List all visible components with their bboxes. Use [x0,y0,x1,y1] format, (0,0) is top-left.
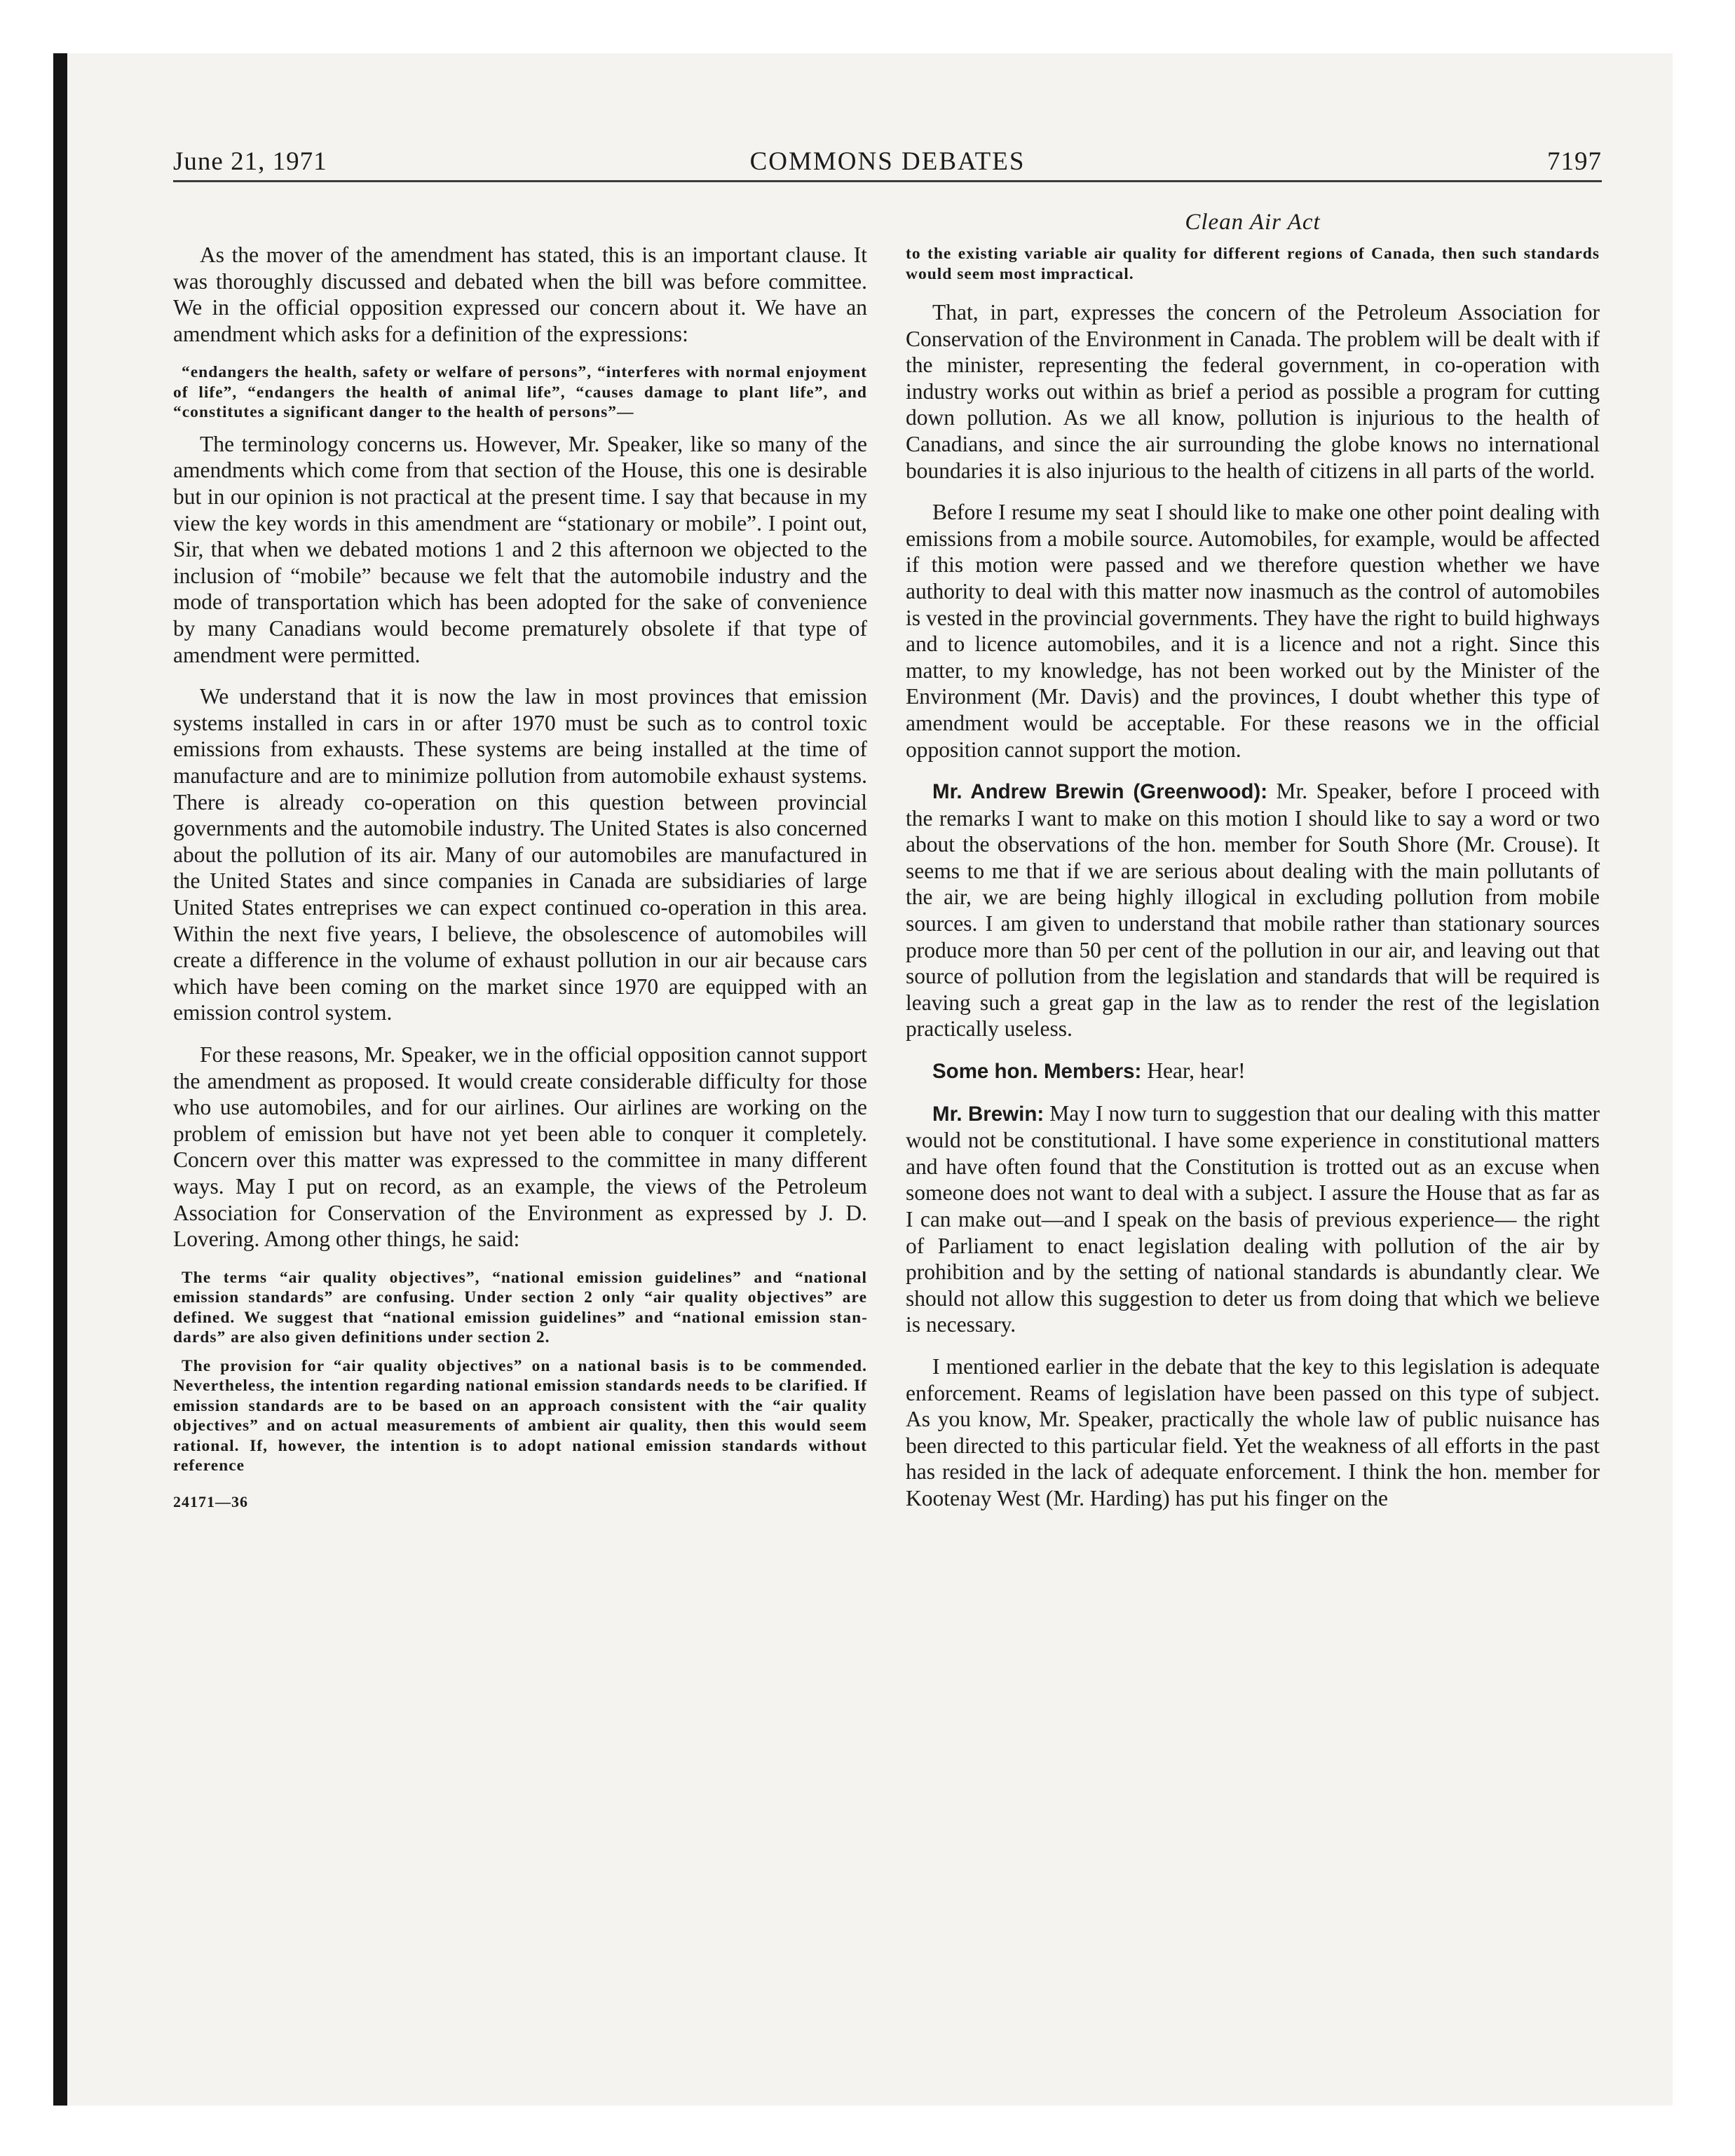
page-header [173,144,1602,182]
quotation: The provision for “air quality objectives” on a national basis is to be commended. Nevertheless, the intention regarding national emission standards needs to be clarified. If emission standards are to be based on an approach consistent with the “air quality objectives” and on actual measurements of ambient air quality, then this would seem rational. If, however, the intention is to adopt national emission standards without reference [173,1356,867,1475]
paragraph: The terminology concerns us. However, Mr. Speaker, like so many of the amendments which come from that section of the House, this one is desirable but in our opinion is not practical at the present time. I say that because in my view the key words in this amendment are “stationary or mobile”. I point out, Sir, that when we debated motions 1 and 2 this afternoon we objected to the inclusion of “mobile” because we felt that the automobile industry and the mode of transportation which has been adopted for the sake of convenience by many Canadians would become prematurely obsolete if that type of amendment were permitted. [173,431,867,667]
quotation: “endangers the health, safety or welfare of persons”, “interferes with normal enjoyment of life”, “endangers the health of animal life”, “causes damage to plant life”, and “constitutes a significant danger to the health of persons”— [173,363,867,422]
paragraph: Before I resume my seat I should like to make one other point dealing with emissions from a mobile source. Automobiles, for example, would be affected if this motion were passed and we therefore question whether we have authority to deal with this matter now inasmuch as the control of automobiles is vested in the provincial governments. They have the right to build highways and to licence automobiles, and it is a licence and not a right. Since this matter, to my knowledge, has not been worked out by the Minister of the Environment (Mr. Davis) and the provinces, I doubt whether this type of amendment would be acceptable. For these reasons we in the official opposition cannot support the motion. [906,500,1600,762]
header-title: COMMONS DEBATES [749,147,1026,176]
speech [906,1058,1600,1085]
printer-code: 24171—36 [173,1492,248,1510]
paragraph: We understand that it is now the law in most provinces that emission systems installed in cars in or after 1970 must be such as to control toxic emissions from exhausts. These systems are being installed at the time of manufacture and are to minimize pollution from automobile exhaust systems. There is already co-operation on this question between provincial governments and the automobile industry. The United States is also concerned about the pollution of its air. Many of our automobiles are manufactured in the United States and since companies in Canada are subsidiaries of large United States entreprises we can expect continued co-operation in this area. Within the next five years, I believe, the obsolescence of automobiles will create a difference in the volume of exhaust pollution in our air because cars which have been coming on the market since 1970 are equipped with an emission control system. [173,684,867,1025]
paragraph: That, in part, expresses the concern of the Petroleum Association for Conservation of the Environment in Canada. The problem will be dealt with if the minister, representing the federal government, in co-operation with industry works out within as brief a period as possible a program for cutting down pollution. As we all know, pollution is injurious to the health of Canadians, and since the air surrounding the globe knows no international boundaries it is also injurious to the health of citizens in all parts of the world. [906,300,1600,483]
paragraph: For these reasons, Mr. Speaker, we in the official opposition cannot support the amendment as proposed. It would create considerable difficulty for those who use automobiles, and for our airlines. Our airlines are working on the problem of emission but have not yet been able to conquer it completely. Concern over this matter was expressed to the committee in many different ways. May I put on record, as an example, the views of the Petroleum Association for Conservation of the Environment as expressed by J. D. Lovering. Among other things, he said: [173,1042,867,1252]
left-column [173,242,867,1511]
quotation-continued: to the existing variable air quality for different regions of Canada, then such standards would seem most impractical. [906,245,1600,283]
paragraph: As the mover of the amendment has stated, this is an important clause. It was thoroughly discussed and debated when the bill was before committee. We in the official opposition expressed our concern about it. We have an amendment which asks for a definition of the expressions: [173,243,867,346]
speaker-name: Mr. Brewin: [932,1102,1045,1126]
speech-text: May I now turn to suggestion that our dealing with this matter would not be constitutional. I have some experience in constitutional matters and have often found that the Constitution is trotted out as an excuse when someone does not want to deal with a subject. I assure the House that as far as I can make out—and I speak on the basis of previous experience— the right of Parliament to enact legislation dealing with pollution of the air by prohibition and by the setting of national standards is abundantly clear. We should not allow this suggestion to deter us from doing that which we believe is necessary. [906,1100,1600,1337]
scan-border [53,53,67,2106]
speech-text: Hear, hear! [1141,1058,1246,1084]
header-date: June 21, 1971 [173,147,327,176]
paragraph: I mentioned earlier in the debate that the key to this legislation is adequate enforcement. Reams of legislation have been passed on this type of subject. As you know, Mr. Speaker, practically the whole law of public nuisance has been directed to this particular field. Yet the weakness of all efforts in the past has resided in the lack of adequate enforcement. I think the hon. member for Kootenay West (Mr. Harding) has put his finger on the [906,1353,1600,1510]
speech [906,1100,1600,1338]
speech-text: Mr. Speaker, before I proceed with the remarks I want to make on this motion I should like to say a word or two about the observations of the hon. member for South Shore (Mr. Crouse). It seems to me that if we are serious about dealing with the main pollutants of the air, we are being highly illogical in excluding pollution from mobile sources. I am given to understand that mobile rather than stationary sources produce more than 50 per cent of the pollution in our air, and leaving out that source of pollution from the legislation and standards that will be required is leaving such a great gap in the law as to render the rest of the legislation practically useless. [906,779,1600,1042]
speech [906,778,1600,1042]
speaker-name: Mr. Andrew Brewin (Greenwood): [932,780,1268,804]
header-page-number: 7197 [1547,147,1602,176]
quotation: The terms “air quality objectives”, “national emission guidelines” and “national emission standards” are confusing. Under section 2 only “air quality objectives” are defined. We suggest that “national emission guidelines” and “national emission standards” are also given definitions under section 2. [173,1268,867,1347]
running-head: Clean Air Act [1185,210,1321,235]
speaker-name: Some hon. Members: [932,1060,1142,1084]
right-column [906,200,1600,1527]
